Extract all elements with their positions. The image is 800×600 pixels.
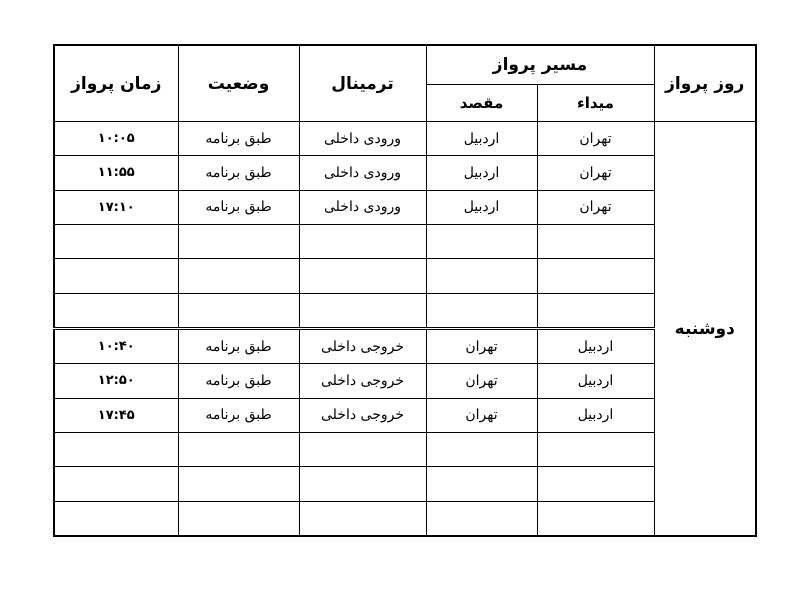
origin-cell — [537, 432, 654, 466]
header-destination: مقصد — [426, 85, 537, 122]
header-day: روز پرواز — [654, 45, 756, 122]
status-cell — [178, 467, 299, 501]
table-row — [54, 122, 756, 156]
header-row — [54, 45, 756, 85]
table-row — [54, 190, 756, 224]
table-row — [54, 432, 756, 466]
origin-cell — [537, 293, 654, 328]
status-cell — [178, 259, 299, 293]
destination-cell — [426, 224, 537, 258]
destination-cell: تهران — [426, 398, 537, 432]
origin-cell: اردبیل — [537, 398, 654, 432]
table-row — [54, 364, 756, 398]
terminal-cell: خروجی داخلی — [299, 364, 426, 398]
origin-cell — [537, 467, 654, 501]
header-terminal: ترمینال — [299, 45, 426, 122]
destination-cell: اردبیل — [426, 190, 537, 224]
flight-schedule-table — [53, 44, 757, 537]
origin-cell: اردبیل — [537, 364, 654, 398]
destination-cell: اردبیل — [426, 156, 537, 190]
terminal-cell — [299, 259, 426, 293]
terminal-cell: ورودی داخلی — [299, 190, 426, 224]
status-cell: طبق برنامه — [178, 190, 299, 224]
header-route: مسیر پرواز — [426, 45, 654, 85]
terminal-cell: خروجی داخلی — [299, 398, 426, 432]
terminal-cell: ورودی داخلی — [299, 122, 426, 156]
origin-cell: تهران — [537, 156, 654, 190]
time-cell: ۱۰:۰۵ — [54, 122, 178, 156]
origin-cell — [537, 224, 654, 258]
origin-cell — [537, 501, 654, 536]
destination-cell — [426, 293, 537, 328]
time-cell: ۱۲:۵۰ — [54, 364, 178, 398]
time-cell: ۱۰:۴۰ — [54, 328, 178, 363]
destination-cell — [426, 467, 537, 501]
table-row — [54, 293, 756, 328]
destination-cell: اردبیل — [426, 122, 537, 156]
destination-cell — [426, 501, 537, 536]
status-cell: طبق برنامه — [178, 328, 299, 363]
table-row — [54, 398, 756, 432]
time-cell: ۱۱:۵۵ — [54, 156, 178, 190]
table-row — [54, 224, 756, 258]
status-cell: طبق برنامه — [178, 156, 299, 190]
header-status: وضعیت — [178, 45, 299, 122]
terminal-cell — [299, 224, 426, 258]
origin-cell: اردبیل — [537, 328, 654, 363]
day-cell: دوشنبه — [654, 122, 756, 537]
status-cell — [178, 432, 299, 466]
status-cell — [178, 501, 299, 536]
status-cell: طبق برنامه — [178, 364, 299, 398]
origin-cell — [537, 259, 654, 293]
status-cell — [178, 293, 299, 328]
time-cell: ۱۷:۴۵ — [54, 398, 178, 432]
terminal-cell — [299, 293, 426, 328]
time-cell — [54, 467, 178, 501]
status-cell — [178, 224, 299, 258]
header-origin: میداء — [537, 85, 654, 122]
terminal-cell — [299, 432, 426, 466]
origin-cell: تهران — [537, 190, 654, 224]
origin-cell: تهران — [537, 122, 654, 156]
terminal-cell: ورودی داخلی — [299, 156, 426, 190]
time-cell — [54, 293, 178, 328]
destination-cell: تهران — [426, 328, 537, 363]
header-time: زمان پرواز — [54, 45, 178, 122]
table-row — [54, 259, 756, 293]
destination-cell: تهران — [426, 364, 537, 398]
time-cell — [54, 432, 178, 466]
time-cell — [54, 501, 178, 536]
table-row — [54, 156, 756, 190]
terminal-cell: خروجی داخلی — [299, 328, 426, 363]
status-cell: طبق برنامه — [178, 122, 299, 156]
time-cell — [54, 224, 178, 258]
destination-cell — [426, 259, 537, 293]
terminal-cell — [299, 467, 426, 501]
table-row — [54, 501, 756, 536]
status-cell: طبق برنامه — [178, 398, 299, 432]
destination-cell — [426, 432, 537, 466]
table-row — [54, 328, 756, 363]
table-row — [54, 467, 756, 501]
time-cell — [54, 259, 178, 293]
terminal-cell — [299, 501, 426, 536]
time-cell: ۱۷:۱۰ — [54, 190, 178, 224]
